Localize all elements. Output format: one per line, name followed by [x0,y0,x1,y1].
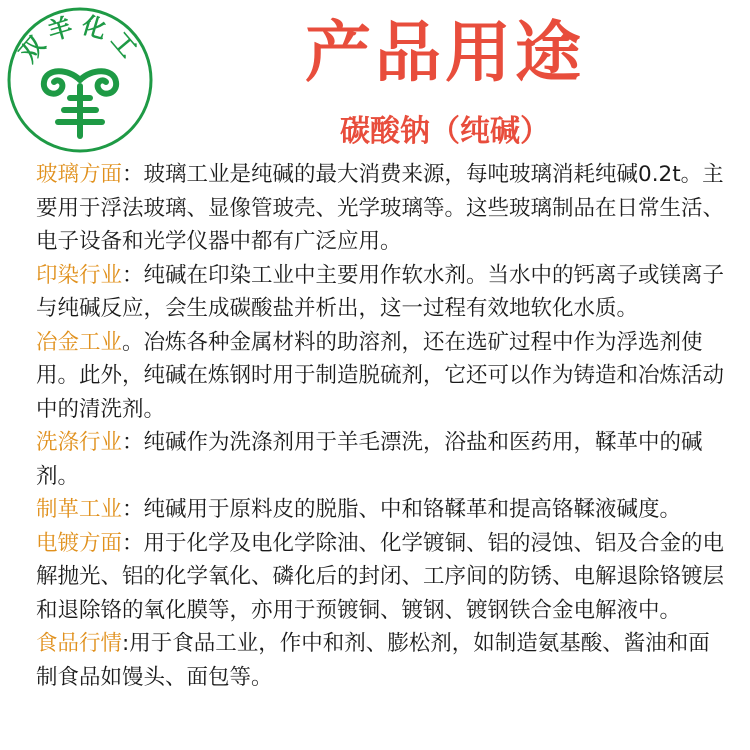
section-separator: ： [122,497,144,522]
section-text: 冶炼各种金属材料的助溶剂，还在选矿过程中作为浮选剂使用。此外，纯碱在炼钢时用于制造脱硫剂，它还可以作为铸造和冶炼活动中的清洗剂。 [36,329,725,422]
logo-brand-text: 双羊化工 [13,10,147,68]
section-heading: 食品行情 [36,631,123,656]
section-separator: 。 [122,329,144,355]
section-detergent [36,426,726,493]
section-separator: ： [122,262,144,288]
section-heading: 制革工业 [36,497,123,522]
section-text: 纯碱在印染工业中主要用作软水剂。当水中的钙离子或镁离子与纯碱反应，会生成碳酸盐并析出，这一过程有效地软化水质。 [36,262,725,321]
section-text: 用于食品工业，作中和剂、膨松剂，如制造氨基酸、酱油和面制食品如馒头、面包等。 [36,631,710,690]
ram-logo-icon [6,6,154,154]
section-text: 用于化学及电化学除油、化学镀铜、铝的浸蚀、铝及合金的电解抛光、铝的化学氧化、磷化后的封闭、工序间的防锈、电解退除铬镀层和退除铬的氧化膜等，亦用于预镀铜、镀钢、镀钢铁合金电解液中。 [36,530,725,623]
product-subtitle: 碳酸钠（纯碱） [340,114,550,149]
section-dyeing [36,259,726,326]
section-heading: 印染行业 [36,262,123,288]
section-heading: 电镀方面 [36,530,123,556]
usage-content [36,158,726,694]
section-heading: 玻璃方面 [36,162,123,187]
section-separator: : [122,631,130,656]
section-separator: ： [122,530,144,556]
section-heading: 冶金工业 [36,329,123,355]
page-title: 产品用途 [305,14,585,91]
section-separator: ： [122,162,144,187]
section-separator: ： [122,430,144,455]
section-glass [36,158,726,259]
section-heading: 洗涤行业 [36,430,123,455]
section-leather [36,493,726,527]
section-text: 玻璃工业是纯碱的最大消费来源，每吨玻璃消耗纯碱0.2t。主要用于浮法玻璃、显像管玻壳、光学玻璃等。这些玻璃制品在日常生活、电子设备和光学仪器中都有广泛应用。 [36,162,725,254]
section-food [36,627,726,694]
section-text: 纯碱用于原料皮的脱脂、中和铬鞣革和提高铬鞣液碱度。 [143,497,682,522]
section-text: 纯碱作为洗涤剂用于羊毛漂洗，浴盐和医药用，鞣革中的碱剂。 [36,430,703,489]
section-electroplating [36,527,726,628]
section-metallurgy [36,326,726,427]
brand-logo [6,6,154,154]
